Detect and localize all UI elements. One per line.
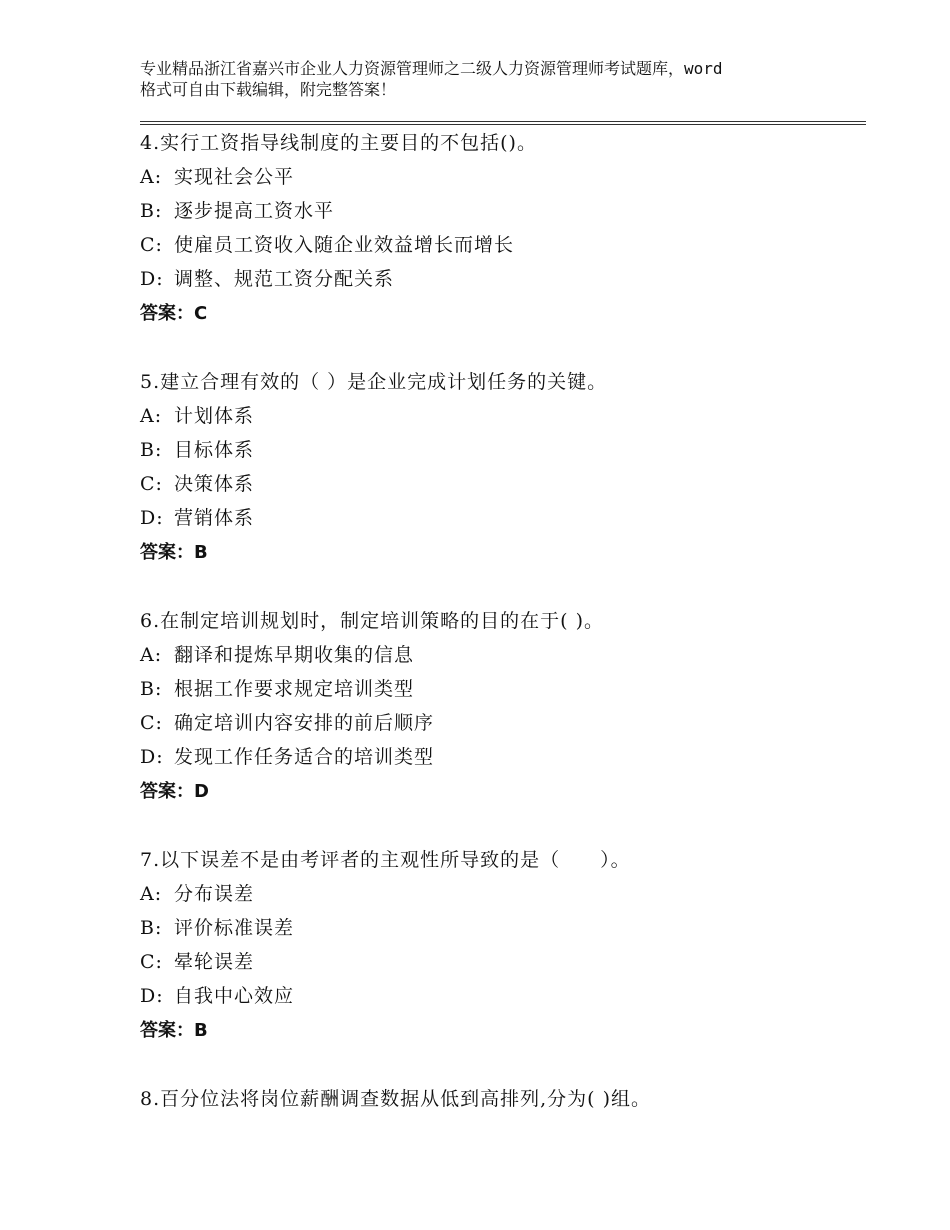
question-stem: 7.以下误差不是由考评者的主观性所导致的是（ ）。 [140, 849, 631, 871]
answer-line: 答案：B [140, 1020, 208, 1041]
question-stem: 8.百分位法将岗位薪酬调查数据从低到高排列,分为( )组。 [140, 1088, 652, 1110]
option-text: 决策体系 [174, 473, 255, 495]
option-letter: C: [140, 712, 163, 734]
answer-line: 答案：B [140, 542, 208, 563]
option-a [140, 165, 294, 189]
question-stem: 4.实行工资指导线制度的主要目的不包括()。 [140, 132, 537, 154]
option-c [140, 472, 254, 496]
document-header [140, 58, 840, 100]
option-letter: D: [140, 746, 164, 768]
option-letter: B: [140, 439, 163, 461]
option-a [140, 643, 414, 667]
option-d [140, 745, 434, 769]
option-text: 分布误差 [174, 883, 255, 905]
option-letter: C: [140, 234, 163, 256]
option-text: 根据工作要求规定培训类型 [174, 678, 415, 700]
option-text: 调整、规范工资分配关系 [174, 268, 395, 290]
header-divider [140, 124, 866, 125]
option-letter: A: [140, 883, 163, 905]
option-text: 使雇员工资收入随企业效益增长而增长 [174, 234, 515, 256]
option-text: 确定培训内容安排的前后顺序 [174, 712, 435, 734]
option-letter: B: [140, 200, 163, 222]
option-b [140, 916, 294, 940]
option-letter: D: [140, 985, 164, 1007]
answer-line: 答案：D [140, 781, 209, 802]
option-text: 翻译和提炼早期收集的信息 [174, 644, 415, 666]
header-line-2: 格式可自由下载编辑，附完整答案！ [140, 80, 397, 99]
question-stem: 6.在制定培训规划时，制定培训策略的目的在于( )。 [140, 610, 604, 632]
option-a [140, 882, 254, 906]
option-letter: D: [140, 507, 164, 529]
option-a [140, 404, 254, 428]
option-letter: D: [140, 268, 164, 290]
option-letter: B: [140, 917, 163, 939]
option-text: 目标体系 [174, 439, 255, 461]
option-text: 实现社会公平 [174, 166, 295, 188]
option-text: 逐步提高工资水平 [174, 200, 335, 222]
option-letter: A: [140, 405, 163, 427]
option-d [140, 984, 294, 1008]
option-text: 晕轮误差 [174, 951, 255, 973]
option-c [140, 233, 514, 257]
option-letter: B: [140, 678, 163, 700]
option-text: 评价标准误差 [174, 917, 295, 939]
option-text: 发现工作任务适合的培训类型 [174, 746, 435, 768]
answer-line: 答案：C [140, 303, 208, 324]
option-b [140, 677, 414, 701]
option-text: 营销体系 [174, 507, 255, 529]
option-b [140, 199, 334, 223]
option-c [140, 711, 434, 735]
option-d [140, 506, 254, 530]
option-letter: A: [140, 166, 163, 188]
header-divider [140, 121, 866, 122]
question-stem: 5.建立合理有效的（ ）是企业完成计划任务的关键。 [140, 371, 608, 393]
option-c [140, 950, 254, 974]
option-letter: A: [140, 644, 163, 666]
option-d [140, 267, 394, 291]
option-text: 自我中心效应 [174, 985, 295, 1007]
option-letter: C: [140, 951, 163, 973]
header-line-1: 专业精品浙江省嘉兴市企业人力资源管理师之二级人力资源管理师考试题库，word [140, 59, 723, 78]
option-letter: C: [140, 473, 163, 495]
option-text: 计划体系 [174, 405, 255, 427]
option-b [140, 438, 254, 462]
